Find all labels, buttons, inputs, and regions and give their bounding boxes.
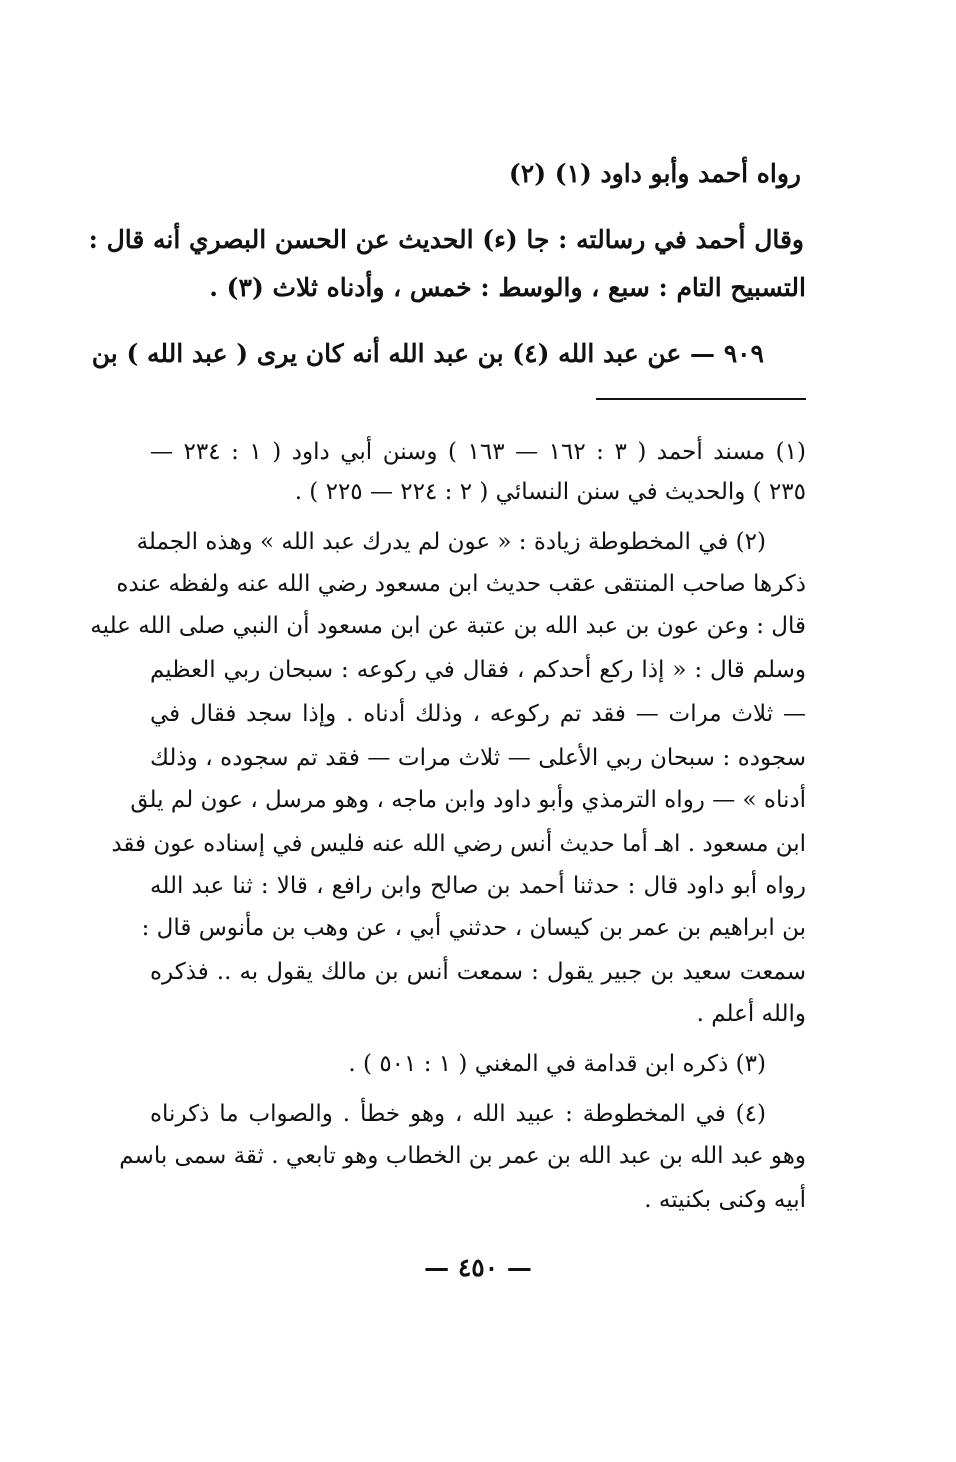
footnote-2-line-9: رواه أبو داود قال : حدثنا أحمد بن صالح وابن رافع ، قالا : ثنا عبد الله: [150, 873, 806, 899]
page-number: — ٤٥٠ —: [424, 1253, 532, 1282]
footnote-1-line-2: ٢٣٥ ) والحديث في سنن النسائي ( ٢ : ٢٢٤ — ٢٢٥ ) .: [294, 479, 806, 505]
footnote-separator: [596, 398, 806, 400]
footnote-2-line-4: وسلم قال : « إذا ركع أحدكم ، فقال في ركوعه : سبحان ربي العظيم: [150, 657, 806, 683]
footnote-4-line-2: وهو عبد الله بن عبد الله بن عمر بن الخطاب وهو تابعي . ثقة سمى باسم: [119, 1143, 806, 1169]
footnote-2-line-12: والله أعلم .: [696, 1001, 806, 1027]
footnote-2-line-8: ابن مسعود . اهـ أما حديث أنس رضي الله عنه فليس في إسناده عون فقد: [111, 831, 806, 857]
footnote-2-line-7: أدناه » — رواه الترمذي وأبو داود وابن ماجه ، وهو مرسل ، عون لم يلق: [130, 787, 806, 813]
footnote-2-line-11: سمعت سعيد بن جبير يقول : سمعت أنس بن مالك يقول به .. فذكره: [150, 959, 806, 985]
footnote-2-line-3: قال : وعن عون بن عبد الله بن عتبة عن ابن مسعود أن النبي صلى الله عليه: [90, 613, 806, 639]
footnote-4-line-3: أبيه وكنى بكنيته .: [644, 1187, 806, 1213]
footnote-2-line-5: — ثلاث مرات — فقد تم ركوعه ، وذلك أدناه . وإذا سجد فقال في: [150, 701, 806, 727]
footnote-2-line-10: بن ابراهيم بن عمر بن كيسان ، حدثني أبي ، عن وهب بن مأنوس قال :: [141, 915, 806, 941]
main-text-line-1: رواه أحمد وأبو داود (١) (٢): [508, 159, 801, 188]
footnote-3-line-1: (٣) ذكره ابن قدامة في المغني ( ١ : ٥٠١ ) .: [348, 1051, 766, 1077]
main-text-line-2: وقال أحمد في رسالته : جا (ء) الحديث عن الحسن البصري أنه قال :: [88, 225, 804, 254]
footnote-4-line-1: (٤) في المخطوطة : عبيد الله ، وهو خطأ . والصواب ما ذكرناه: [150, 1101, 766, 1127]
footnote-2-line-2: ذكرها صاحب المنتقى عقب حديث ابن مسعود رضي الله عنه ولفظه عنده: [116, 571, 806, 597]
footnote-2-line-1: (٢) في المخطوطة زيادة : « عون لم يدرك عبد الله » وهذه الجملة: [136, 529, 766, 555]
footnote-2-line-6: سجوده : سبحان ربي الأعلى — ثلاث مرات — فقد تم سجوده ، وذلك: [150, 745, 806, 771]
footnote-1-line-1: (١) مسند أحمد ( ٣ : ١٦٢ — ١٦٣ ) وسنن أبي داود ( ١ : ٢٣٤ —: [150, 439, 806, 465]
main-text-line-4: ٩٠٩ — عن عبد الله (٤) بن عبد الله أنه كان يرى ( عبد الله ) بن: [91, 339, 764, 368]
main-text-line-3: التسبيح التام : سبع ، والوسط : خمس ، وأدناه ثلاث (٣) .: [209, 273, 806, 302]
